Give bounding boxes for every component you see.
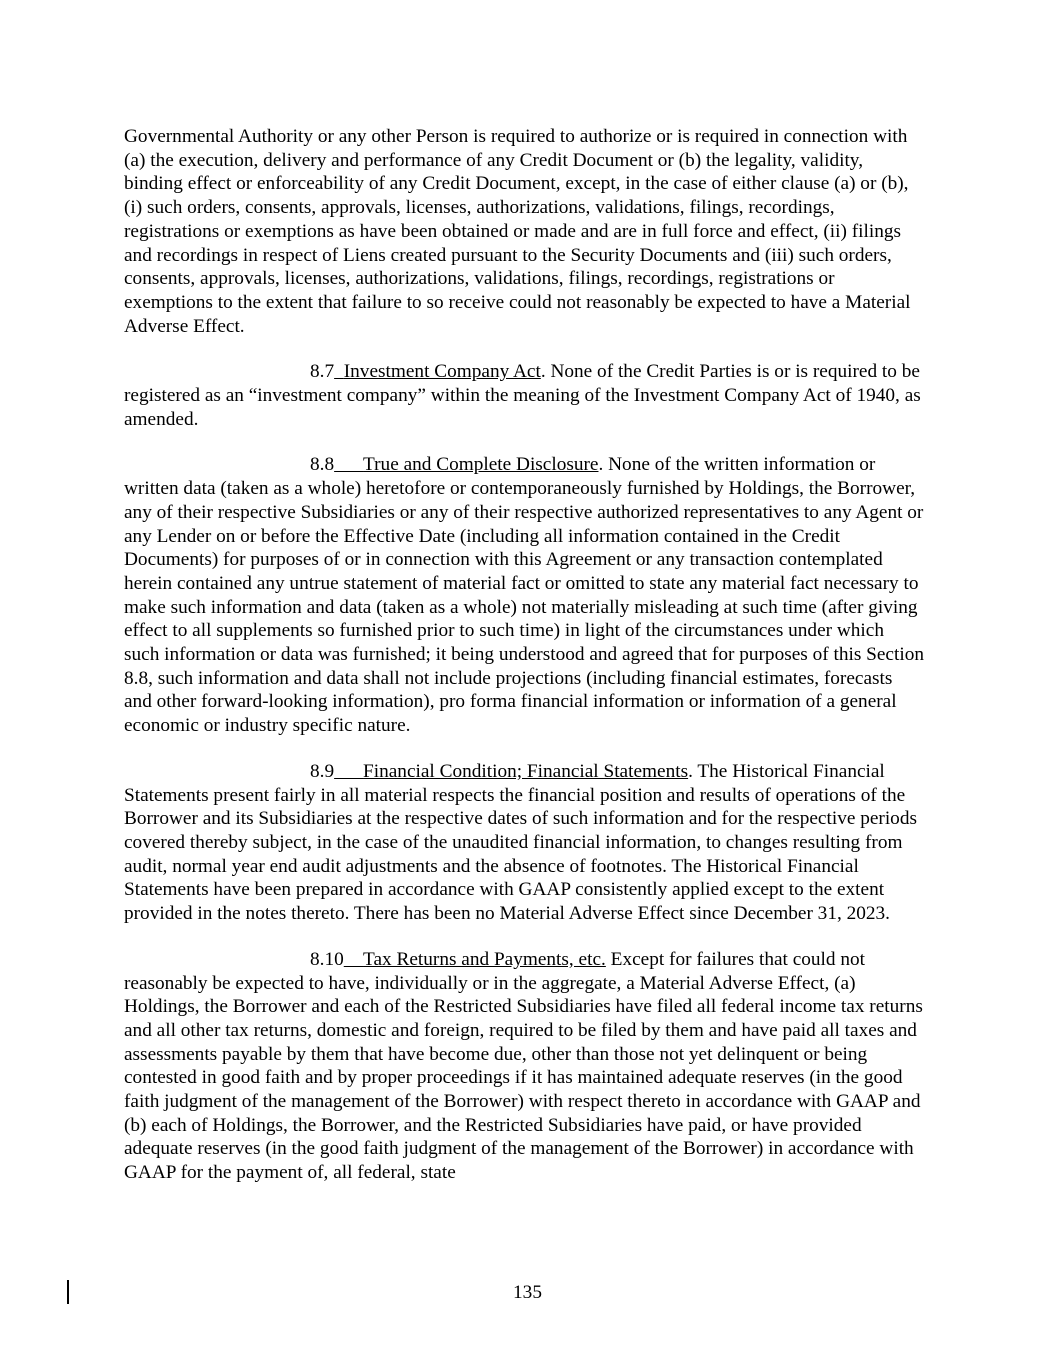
intro-paragraph: Governmental Authority or any other Person is required to authorize or is required in connection with (a) the execution, delivery and performance of any Credit Document or (b) the legality, validity, binding effect or enforceability of any Credit Document, except, in the case of either clause (a) or (b), (i) such orders, consents, approvals, licenses, authorizations, validations, filings, recordings, registrations or exemptions as have been obtained or made and are in full force and effect, (ii) filings and recordings in respect of Liens created pursuant to the Security Documents and (iii) such orders, consents, approvals, licenses, authorizations, validations, filings, recordings, registrations or exemptions to the extent that failure to so receive could not reasonably be expected to have a Material Adverse Effect. xyxy=(124,126,911,337)
section-title: Investment Company Act xyxy=(343,361,541,383)
section-number: 8.9 xyxy=(310,760,335,782)
section-number: 8.7 xyxy=(310,361,335,383)
section-tab-gap xyxy=(344,948,363,972)
section-title-suffix: . xyxy=(688,760,693,782)
section-title: Tax Returns and Payments, etc. xyxy=(363,948,606,970)
section-title: Financial Condition; Financial Statements xyxy=(363,760,689,782)
section-tab-gap xyxy=(334,453,363,477)
page-number: 135 xyxy=(513,1282,542,1303)
section-8-9 xyxy=(124,760,924,926)
document-page xyxy=(124,125,924,1207)
section-8-10 xyxy=(124,948,924,1185)
section-body: None of the Credit Parties is or is required to be registered as an “investment company” within the meaning of the Investment Company Act of 1940, as amended. xyxy=(124,361,921,430)
section-body: Except for failures that could not reasonably be expected to have, individually or in the aggregate, a Material Adverse Effect, (a) Holdings, the Borrower and each of the Restricted Subsidiaries have filed all federal income tax returns and all other tax returns, domestic and foreign, required to be filed by them and have paid all taxes and assessments payable by them that have become due, other than those not yet delinquent or being contested in good faith and by proper proceedings if it has maintained adequate reserves (in the good faith judgment of the management of the Borrower) with respect thereto in accordance with GAAP and (b) each of Holdings, the Borrower, and the Restricted Subsidiaries have paid, or have provided adequate reserves (in the good faith judgment of the management of the Borrower) in accordance with GAAP for the payment of, all federal, state xyxy=(124,948,923,1184)
section-tab-gap xyxy=(334,760,363,784)
section-tab-gap xyxy=(334,360,344,384)
section-number: 8.8 xyxy=(310,454,335,476)
section-title-suffix: . xyxy=(598,454,604,476)
section-8-7 xyxy=(124,360,924,431)
section-number: 8.10 xyxy=(310,948,344,970)
section-title: True and Complete Disclosure xyxy=(363,454,599,476)
section-8-8 xyxy=(124,453,924,737)
section-body: The Historical Financial Statements present fairly in all material respects the financial position and results of operations of the Borrower and its Subsidiaries at the respective dates of such information and for the respective periods covered thereby subject, in the case of the unaudited financial information, to changes resulting from audit, normal year end audit adjustments and the absence of footnotes. The Historical Financial Statements have been prepared in accordance with GAAP consistently applied except to the extent provided in the notes thereto. There has been no Material Adverse Effect since December 31, 2023. xyxy=(124,760,917,925)
section-title-suffix: . xyxy=(540,361,546,383)
section-body: None of the written information or written data (taken as a whole) heretofore or contemporaneously furnished by Holdings, the Borrower, any of their respective Subsidiaries or any of their respective authorized representatives to any Agent or any Lender on or before the Effective Date (including all information contained in the Credit Documents) for purposes of or in connection with this Agreement or any transaction contemplated herein contained any untrue statement of material fact or omitted to state any material fact necessary to make such information and data (taken as a whole) not materially misleading at such time (after giving effect to all supplements so furnished prior to such time) in light of the circumstances under which such information or data was furnished; it being understood and agreed that for purposes of this Section 8.8, such information and data shall not include projections (including financial estimates, forecasts and other forward-looking information), pro forma financial information or information of a general economic or industry specific nature. xyxy=(124,454,924,737)
